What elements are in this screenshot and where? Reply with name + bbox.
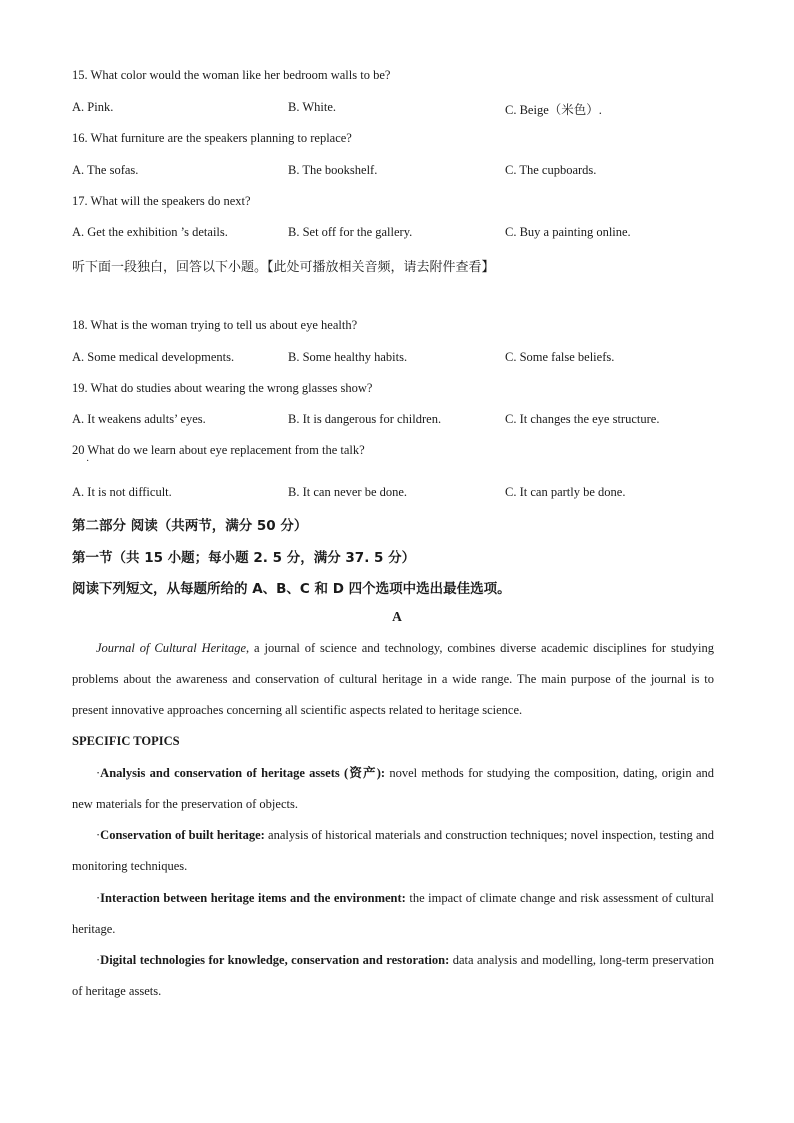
topic-text: data analysis and modelling, long-term preservation of heritage assets.: [72, 953, 715, 998]
passage-intro: [72, 633, 714, 726]
stray-dot: ·: [86, 456, 90, 467]
question-16-option-c: C. The cupboards.: [505, 163, 597, 177]
topic-text: novel methods for studying the composition, dating, origin and new materials for the preservation of objects.: [72, 766, 714, 811]
question-19-stem: 19. What do studies about wearing the wrong glasses show?: [72, 381, 373, 395]
question-15-option-c: C. Beige（米色）.: [505, 103, 602, 117]
topic-item: [72, 758, 714, 820]
passage-label: A: [392, 609, 402, 624]
question-16-stem: 16. What furniture are the speakers planning to replace?: [72, 131, 352, 145]
question-15-option-b: B. White.: [288, 100, 337, 114]
bullet-dot: ·: [96, 891, 101, 905]
question-16-option-a: A. The sofas.: [72, 163, 139, 177]
question-19-option-b: B. It is dangerous for children.: [288, 412, 442, 426]
journal-name: Journal of Cultural Heritage: [96, 641, 247, 655]
question-17-stem: 17. What will the speakers do next?: [72, 194, 251, 208]
topic-heading: Digital technologies for knowledge, conservation and restoration:: [100, 953, 450, 967]
question-15-stem: 15. What color would the woman like her bedroom walls to be?: [72, 68, 391, 82]
topic-item: [72, 883, 714, 945]
part2-title: 第二部分 阅读（共两节，满分 50 分）: [72, 518, 308, 534]
monologue-instruction: 听下面一段独白，回答以下小题。【此处可播放相关音频，请去附件查看】: [72, 260, 495, 275]
topic-item: [72, 820, 714, 882]
question-18-option-b: B. Some healthy habits.: [288, 350, 408, 364]
intro-text: , a journal of science and technology, combines diverse academic disciplines for studying problems about the awareness and conservation of cultural heritage in a wide range. The main purpose of the journal is to present innovative approaches concerning all scientific aspects related to heritage science.: [72, 641, 715, 717]
question-16-option-b: B. The bookshelf.: [288, 163, 378, 177]
topic-text: analysis of historical materials and construction techniques; novel inspection, testing and monitoring techniques.: [72, 828, 714, 873]
question-20-option-a: A. It is not difficult.: [72, 485, 172, 499]
bullet-dot: ·: [96, 953, 101, 967]
question-17-option-a: A. Get the exhibition ’s details.: [72, 225, 228, 239]
question-17-option-b: B. Set off for the gallery.: [288, 225, 413, 239]
topic-item: [72, 945, 714, 1007]
question-19-option-a: A. It weakens adults’ eyes.: [72, 412, 206, 426]
topic-heading: Interaction between heritage items and the environment:: [100, 891, 406, 905]
question-20-option-c: C. It can partly be done.: [505, 485, 626, 499]
topics-title: SPECIFIC TOPICS: [72, 734, 180, 748]
question-20-option-b: B. It can never be done.: [288, 485, 408, 499]
question-18-option-c: C. Some false beliefs.: [505, 350, 615, 364]
question-18-stem: 18. What is the woman trying to tell us about eye health?: [72, 318, 358, 332]
section1-title: 第一节（共 15 小题；每小题 2. 5 分，满分 37. 5 分）: [72, 550, 416, 566]
question-19-option-c: C. It changes the eye structure.: [505, 412, 660, 426]
reading-instruction: 阅读下列短文，从每题所给的 A、B、C 和 D 四个选项中选出最佳选项。: [72, 581, 511, 597]
bullet-dot: ·: [96, 828, 101, 842]
question-15-option-a: A. Pink.: [72, 100, 114, 114]
bullet-dot: ·: [96, 766, 101, 780]
question-18-option-a: A. Some medical developments.: [72, 350, 235, 364]
topic-text: the impact of climate change and risk assessment of cultural heritage.: [72, 891, 714, 936]
topic-heading: Conservation of built heritage:: [100, 828, 265, 842]
topic-heading: Analysis and conservation of heritage assets (资产):: [100, 766, 386, 780]
question-17-option-c: C. Buy a painting online.: [505, 225, 631, 239]
question-20-stem: 20 What do we learn about eye replacement from the talk?: [72, 443, 365, 457]
